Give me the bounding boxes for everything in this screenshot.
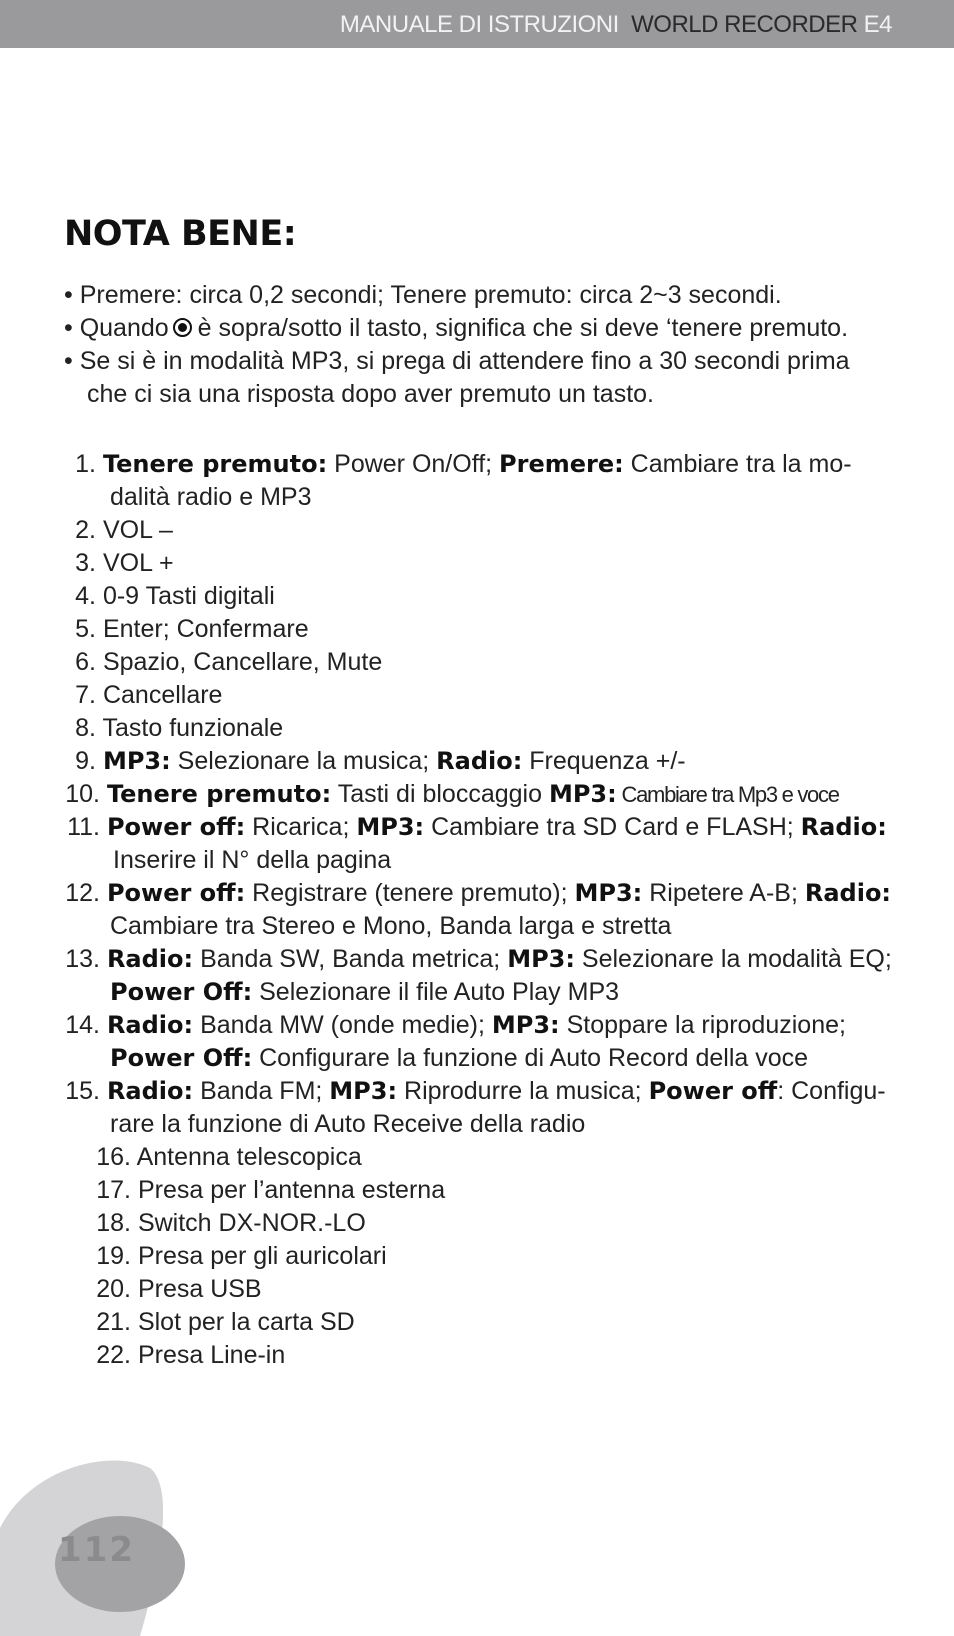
item-bold: Tenere premuto: <box>102 450 328 478</box>
item-bold: Radio: <box>106 1077 194 1105</box>
header-product-name: WORLD RECORDER <box>631 11 858 38</box>
list-item-continuation: Inserire il N° della pagina <box>113 846 392 874</box>
item-text: Banda MW (onde medie); <box>193 1011 492 1039</box>
item-text: : Configu- <box>777 1077 886 1105</box>
item-text: Selezionare il file Auto Play MP3 <box>252 978 620 1006</box>
item-text: Presa Line-in <box>137 1341 286 1369</box>
item-text: Tasto funzionale <box>102 714 284 742</box>
item-text: Riprodurre la musica; <box>397 1077 649 1105</box>
list-item <box>0 448 954 481</box>
item-text: VOL + <box>102 549 174 577</box>
item-bold: MP3: <box>548 780 617 808</box>
item-text: Ricarica; <box>245 813 357 841</box>
list-item-continuation <box>0 976 954 1009</box>
item-number: 12. <box>65 879 100 907</box>
item-text: Cambiare tra Mp3 e voce <box>616 782 839 807</box>
list-item <box>0 1207 954 1240</box>
item-number: 21. <box>96 1308 131 1336</box>
item-text: Cambiare tra SD Card e FLASH; <box>424 813 801 841</box>
list-item-continuation: Cambiare tra Stereo e Mono, Banda larga e stretta <box>110 912 672 940</box>
item-number: 6. <box>75 648 96 676</box>
list-item <box>0 646 954 679</box>
item-number: 7. <box>75 681 96 709</box>
item-number: 10. <box>65 780 100 808</box>
item-text: VOL – <box>102 516 173 544</box>
item-text: Tasti di bloccaggio <box>331 780 549 808</box>
item-number: 19. <box>96 1242 131 1270</box>
item-text: Ripetere A-B; <box>642 879 805 907</box>
item-text: Antenna telescopica <box>136 1143 362 1171</box>
item-number: 11. <box>67 813 100 841</box>
item-text: Power On/Off; <box>327 450 500 478</box>
button-function-list <box>0 448 954 1372</box>
item-text: Presa per gli auricolari <box>137 1242 387 1270</box>
item-text: Enter; Confermare <box>102 615 309 643</box>
header-model: E4 <box>863 11 892 38</box>
note-mp3-wait: • Se si è in modalità MP3, si prega di attendere fino a 30 secondi prima <box>64 347 850 375</box>
list-item <box>0 547 954 580</box>
item-number: 18. <box>96 1209 131 1237</box>
item-bold: MP3: <box>491 1011 560 1039</box>
item-text: Presa per l’antenna esterna <box>137 1176 446 1204</box>
list-item <box>0 1306 954 1339</box>
list-item <box>0 1273 954 1306</box>
item-text: Selezionare la modalità EQ; <box>574 945 892 973</box>
list-item <box>0 943 954 976</box>
list-item <box>0 811 954 844</box>
list-item-continuation: rare la funzione di Auto Receive della radio <box>110 1110 586 1138</box>
item-text: Frequenza +/- <box>522 747 686 775</box>
header-manual-title: MANUALE DI ISTRUZIONI <box>339 11 619 38</box>
note-mp3-wait-continued: che ci sia una risposta dopo aver premuto un tasto. <box>87 380 654 408</box>
item-number: 14. <box>65 1011 100 1039</box>
item-text: Configurare la funzione di Auto Record della voce <box>252 1044 809 1072</box>
note-timing: • Premere: circa 0,2 secondi; Tenere premuto: circa 2~3 secondi. <box>64 281 782 309</box>
hold-icon <box>173 318 192 337</box>
list-item <box>0 1339 954 1372</box>
list-item <box>0 1075 954 1108</box>
item-text: Banda FM; <box>193 1077 330 1105</box>
item-bold: MP3: <box>507 945 575 973</box>
list-item <box>0 580 954 613</box>
item-bold: Radio: <box>804 879 892 907</box>
item-number: 13. <box>65 945 100 973</box>
item-bold: Power Off: <box>110 1044 253 1072</box>
list-item <box>0 745 954 778</box>
item-bold: Power off: <box>106 813 246 841</box>
header-bar <box>0 0 954 48</box>
item-bold: Radio: <box>106 1011 194 1039</box>
list-item <box>0 1174 954 1207</box>
notes-list <box>64 279 944 411</box>
item-text: Cambiare tra la mo- <box>623 450 852 478</box>
item-text: 0-9 Tasti digitali <box>102 582 275 610</box>
item-bold: Radio: <box>436 747 523 775</box>
list-item <box>0 613 954 646</box>
running-header <box>340 11 892 39</box>
item-bold: Power Off: <box>110 978 253 1006</box>
item-number: 8. <box>75 714 96 742</box>
item-number: 15. <box>65 1077 100 1105</box>
item-text: Presa USB <box>137 1275 262 1303</box>
list-item <box>0 877 954 910</box>
list-item <box>0 1009 954 1042</box>
item-bold: Premere: <box>499 450 624 478</box>
item-text: Spazio, Cancellare, Mute <box>102 648 383 676</box>
item-text: Banda SW, Banda metrica; <box>193 945 508 973</box>
note-text: • Quando <box>64 314 169 342</box>
item-number: 22. <box>96 1341 131 1369</box>
item-bold: Tenere premuto: <box>106 780 332 808</box>
list-item-continuation <box>0 1042 954 1075</box>
item-text: Stoppare la riproduzione; <box>559 1011 846 1039</box>
item-bold: MP3: <box>329 1077 398 1105</box>
list-item <box>0 1240 954 1273</box>
item-number: 1. <box>75 450 96 478</box>
list-item <box>0 1141 954 1174</box>
item-text: Registrare (tenere premuto); <box>245 879 575 907</box>
item-bold: MP3: <box>574 879 643 907</box>
item-bold: Radio: <box>800 813 887 841</box>
list-item <box>0 679 954 712</box>
item-number: 16. <box>96 1143 131 1171</box>
item-number: 4. <box>75 582 96 610</box>
item-text: Slot per la carta SD <box>137 1308 355 1336</box>
item-number: 20. <box>96 1275 131 1303</box>
item-bold: Power off: <box>106 879 246 907</box>
list-item <box>0 514 954 547</box>
item-number: 2. <box>75 516 96 544</box>
item-bold: Power off <box>648 1077 778 1105</box>
item-text: Switch DX-NOR.-LO <box>137 1209 366 1237</box>
item-number: 9. <box>75 747 96 775</box>
item-number: 17. <box>96 1176 131 1204</box>
item-bold: MP3: <box>356 813 425 841</box>
note-text: è sopra/sotto il tasto, significa che si deve ‘tenere premuto. <box>197 314 849 342</box>
item-number: 3. <box>75 549 96 577</box>
item-text: Cancellare <box>102 681 223 709</box>
list-item <box>0 712 954 745</box>
item-bold: Radio: <box>106 945 194 973</box>
item-bold: MP3: <box>102 747 171 775</box>
list-item-continuation: dalità radio e MP3 <box>110 483 312 511</box>
page-title: NOTA BENE: <box>64 214 297 254</box>
page-number: 112 <box>58 1530 135 1570</box>
note-hold-symbol <box>64 312 944 345</box>
item-text: Selezionare la musica; <box>170 747 437 775</box>
item-number: 5. <box>75 615 96 643</box>
list-item <box>0 778 954 811</box>
